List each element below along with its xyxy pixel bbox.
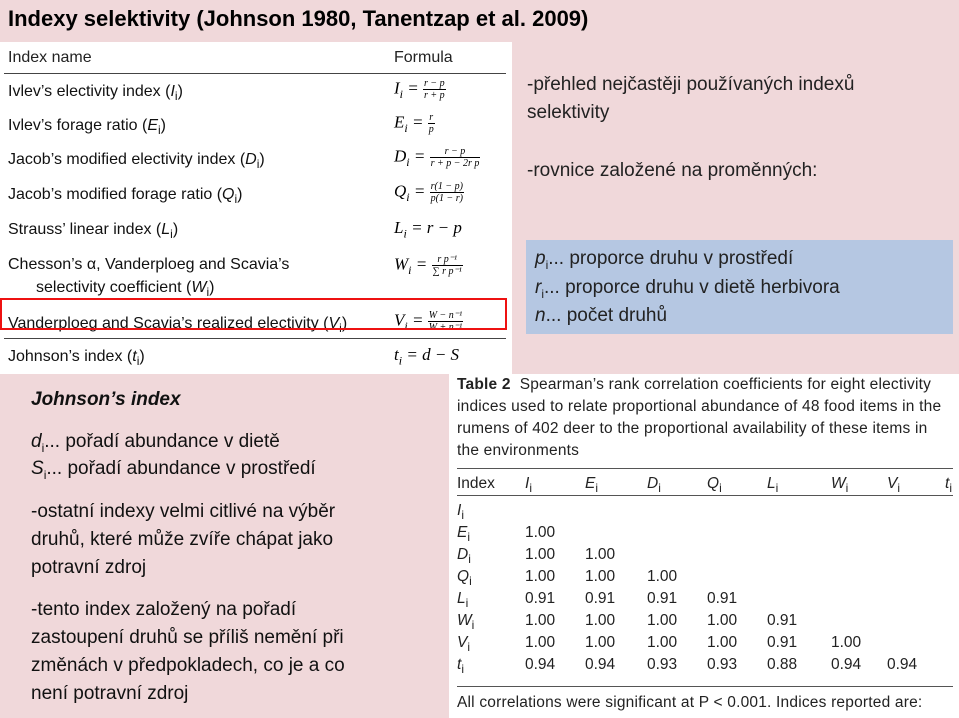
column-header: $D_i$ — [647, 475, 661, 496]
page-title: Indexy selektivity (Johnson 1980, Tanentzap et al. 2009) — [8, 6, 589, 31]
variable-legend-box — [526, 240, 953, 334]
table-cell: 0.94 — [887, 656, 918, 673]
table-cell: 0.91 — [585, 590, 616, 607]
spearman-correlation-table — [449, 374, 959, 718]
column-header: $E_i$ — [585, 475, 599, 496]
table-cell: 1.00 — [647, 612, 678, 629]
paragraph-2-line-1: -tento index založený na pořadí — [31, 599, 297, 620]
column-header: $Q_i$ — [707, 475, 722, 496]
row-label: $D_i$ — [457, 546, 471, 567]
row-label: $Q_i$ — [457, 568, 472, 589]
overview-line-2: selektivity — [527, 102, 610, 123]
row-chesson-name: Chesson’s α, Vanderploeg and Scavia’s — [8, 256, 290, 273]
formula-vanderploeg: $V_i$ = $\frac{\text{W − n⁻¹}}{\text{W + n⁻¹}}$ — [394, 310, 463, 333]
table-cell: 0.94 — [831, 656, 862, 673]
table-cell: 0.91 — [647, 590, 678, 607]
table-cell: 1.00 — [585, 568, 616, 585]
table-cell: 1.00 — [525, 568, 556, 585]
row-jacob-electivity-name: Jacob’s modified electivity index $(D_i)$ — [8, 151, 265, 172]
table-cell: 0.94 — [525, 656, 556, 673]
table-cell: 1.00 — [585, 546, 616, 563]
row-jacob-forage-name: Jacob’s modified forage ratio $(Q_i)$ — [8, 186, 243, 207]
legend-item-n: n... počet druhů — [535, 305, 668, 326]
formula-johnson: $t_i = d - S$ — [394, 345, 460, 368]
column-header: $W_i$ — [831, 475, 849, 496]
table-caption-line-4: the environments — [457, 442, 580, 459]
row-johnson-name: Johnson’s index $(t_i)$ — [8, 348, 145, 369]
table-rule — [457, 468, 953, 469]
paragraph-1-line-2: druhů, které může zvíře chápat jako — [31, 529, 334, 550]
formula-jacob-forage: $Q_i$ = $\frac{r(1 - p)}{p(1 - r)}$ — [394, 181, 463, 204]
table-cell: 1.00 — [525, 546, 556, 563]
table-cell: 1.00 — [707, 612, 738, 629]
paragraph-2-line-4: není potravní zdroj — [31, 683, 189, 704]
table-cell: 0.91 — [767, 634, 798, 651]
table-cell: 0.93 — [647, 656, 678, 673]
table-cell: 1.00 — [585, 634, 616, 651]
formula-chesson: $W_i$ = $\frac{\text{r p⁻¹}}{\text{∑ r p⁻¹}}$ — [394, 254, 462, 277]
paragraph-1-line-3: potravní zdroj — [31, 557, 147, 578]
table-caption-line-2: indices used to relate proportional abundance of 48 food items in the — [457, 398, 942, 415]
table-rule — [4, 73, 506, 74]
row-label: $W_i$ — [457, 612, 475, 633]
overview-line-1: -přehled nejčastěji používaných indexů — [527, 74, 855, 95]
table-cell: 1.00 — [647, 568, 678, 585]
table-cell: 0.94 — [585, 656, 616, 673]
table-cell: 1.00 — [831, 634, 862, 651]
table-cell: 1.00 — [525, 634, 556, 651]
row-chesson-name-line2: selectivity coefficient $(W_i)$ — [36, 279, 215, 300]
table-cell: 1.00 — [525, 524, 556, 541]
table-cell: 1.00 — [585, 612, 616, 629]
row-label: $L_i$ — [457, 590, 469, 611]
row-strauss-name: Strauss’ linear index $(L_i)$ — [8, 221, 179, 242]
table-cell: 0.88 — [767, 656, 798, 673]
column-header: $t_i$ — [945, 475, 952, 496]
formula-strauss: $L_i = r - p$ — [394, 218, 462, 241]
row-ivlev-forage-name: Ivlev’s forage ratio $(E_i)$ — [8, 117, 166, 138]
column-header: $I_i$ — [525, 475, 532, 496]
row-vanderploeg-name: Vanderploeg and Scavia’s realized electivity $(V_i)$ — [8, 315, 348, 336]
row-label: $E_i$ — [457, 524, 471, 545]
paragraph-2-line-2: zastoupení druhů se příliš nemění při — [31, 627, 344, 648]
legend-item-r: $r_i$... proporce druhu v dietě herbivora — [535, 277, 840, 301]
table-caption-line-1: Table 2 Spearman’s rank correlation coefficients for eight electivity — [457, 376, 932, 393]
table-cell: 1.00 — [525, 612, 556, 629]
table-cell: 1.00 — [647, 634, 678, 651]
row-label: $V_i$ — [457, 634, 471, 655]
formula-jacob-electivity: $D_i$ = $\frac{r - p}{\text{r + p − 2r p}}$ — [394, 146, 480, 169]
table-rule — [457, 495, 953, 496]
table-cell: 0.91 — [767, 612, 798, 629]
formula-ivlev-forage: $E_i$ = $\frac{r}{p}$ — [394, 112, 434, 135]
table-caption-line-3: rumens of 402 deer to the proportional availability of these items in — [457, 420, 928, 437]
overview-line-3: -rovnice založené na proměnných: — [527, 160, 818, 181]
column-header: $V_i$ — [887, 475, 901, 496]
johnson-d-definition: $d_i$... pořadí abundance v dietě — [31, 431, 280, 455]
johnson-highlight-box — [0, 298, 507, 330]
johnson-heading: Johnson’s index — [31, 389, 181, 410]
formula-ivlev-electivity: $I_i$ = $\frac{r - p}{r + p}$ — [394, 78, 445, 101]
johnson-s-definition: $S_i$... pořadí abundance v prostředí — [31, 458, 316, 482]
table-cell: 0.93 — [707, 656, 738, 673]
row-label: $I_i$ — [457, 502, 464, 523]
column-header: Index — [457, 475, 495, 492]
row-ivlev-electivity-name: Ivlev’s electivity index $(I_i)$ — [8, 83, 183, 104]
table-cell: 0.91 — [525, 590, 556, 607]
paragraph-1-line-1: -ostatní indexy velmi citlivé na výběr — [31, 501, 336, 522]
paragraph-2-line-3: změnách v předpokladech, co je a co — [31, 655, 345, 676]
legend-item-p: $p_i$... proporce druhu v prostředí — [535, 248, 794, 272]
table-footnote: All correlations were significant at P < 0.001. Indices reported are: — [457, 694, 923, 711]
table-cell: 0.91 — [707, 590, 738, 607]
table-cell: 1.00 — [707, 634, 738, 651]
header-formula: Formula — [394, 49, 453, 66]
table-rule — [4, 338, 506, 339]
header-index-name: Index name — [8, 49, 92, 66]
column-header: $L_i$ — [767, 475, 779, 496]
table-rule — [457, 686, 953, 687]
row-label: $t_i$ — [457, 656, 464, 677]
